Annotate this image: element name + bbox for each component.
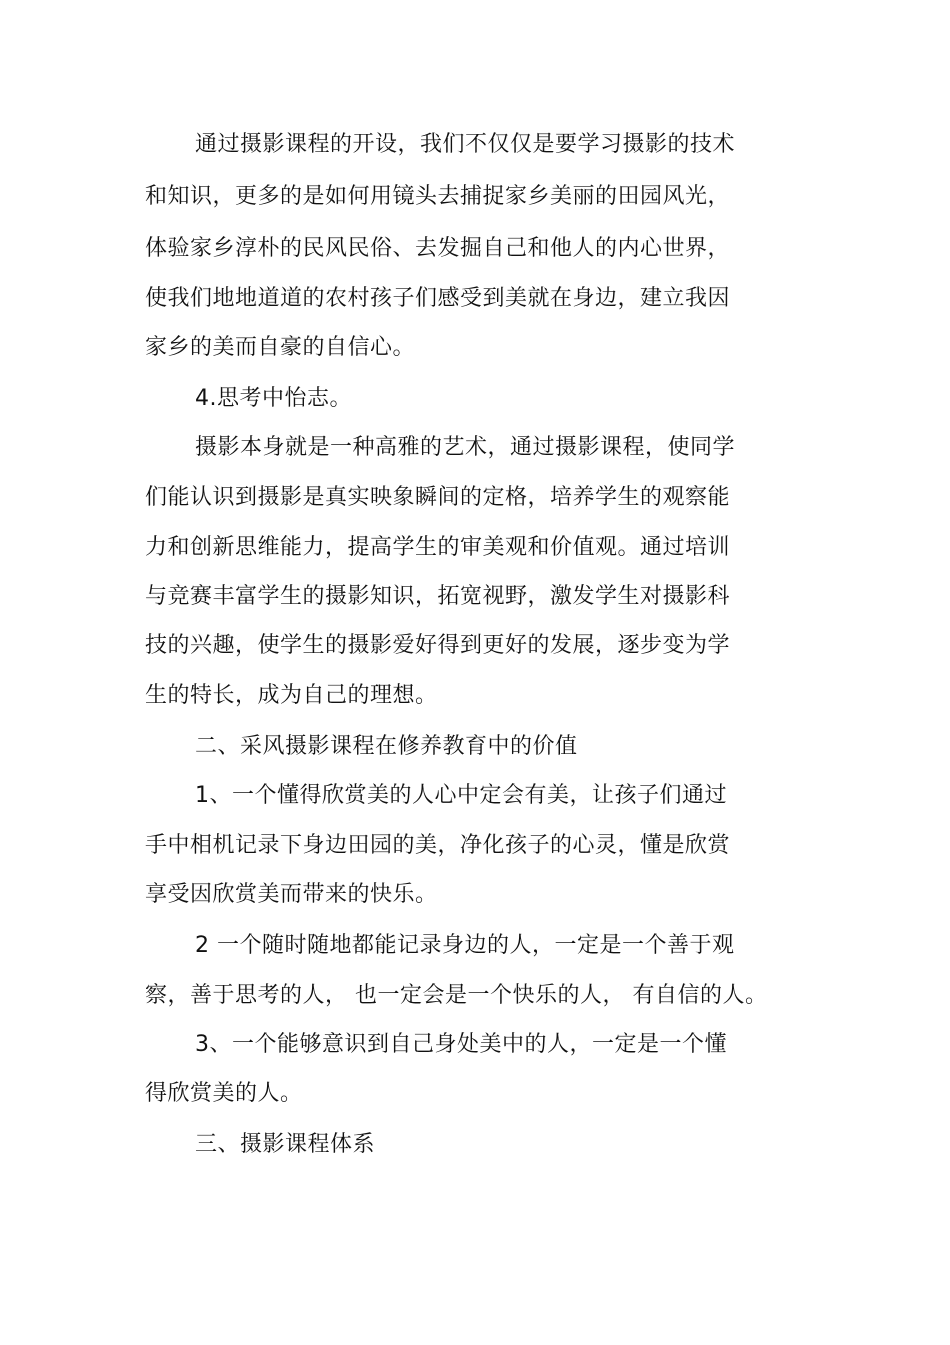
paragraph-line: 家乡的美而自豪的自信心。 <box>145 335 416 360</box>
paragraph-line: 们能认识到摄影是真实映象瞬间的定格，培养学生的观察能 <box>145 485 731 510</box>
section-heading: 二、采风摄影课程在修养教育中的价值 <box>195 734 578 759</box>
paragraph-line: 2 一个随时随地都能记录身边的人，一定是一个善于观 <box>195 933 735 958</box>
section-heading: 三、摄影课程体系 <box>195 1132 376 1157</box>
paragraph-line: 察，善于思考的人， 也一定会是一个快乐的人， 有自信的人。 <box>145 983 768 1008</box>
paragraph-line: 体验家乡淳朴的民风民俗、去发掘自己和他人的内心世界， <box>145 236 731 261</box>
paragraph-line: 技的兴趣，使学生的摄影爱好得到更好的发展，逐步变为学 <box>145 633 731 658</box>
paragraph-line: 通过摄影课程的开设，我们不仅仅是要学习摄影的技术 <box>195 132 736 157</box>
paragraph-line: 手中相机记录下身边田园的美，净化孩子的心灵，懂是欣赏 <box>145 833 731 858</box>
section-heading: 4.思考中怡志。 <box>195 386 352 411</box>
paragraph-line: 和知识，更多的是如何用镜头去捕捉家乡美丽的田园风光， <box>145 184 731 209</box>
paragraph-line: 享受因欣赏美而带来的快乐。 <box>145 882 438 907</box>
paragraph-line: 摄影本身就是一种高雅的艺术，通过摄影课程，使同学 <box>195 435 736 460</box>
paragraph-line: 3、一个能够意识到自己身处美中的人，一定是一个懂 <box>195 1032 727 1057</box>
paragraph-line: 力和创新思维能力，提高学生的审美观和价值观。通过培训 <box>145 535 731 560</box>
paragraph-line: 生的特长，成为自己的理想。 <box>145 683 438 708</box>
paragraph-line: 得欣赏美的人。 <box>145 1081 303 1106</box>
paragraph-line: 使我们地地道道的农村孩子们感受到美就在身边，建立我因 <box>145 286 731 311</box>
paragraph-line: 1、一个懂得欣赏美的人心中定会有美，让孩子们通过 <box>195 783 727 808</box>
paragraph-line: 与竞赛丰富学生的摄影知识，拓宽视野，激发学生对摄影科 <box>145 584 731 609</box>
